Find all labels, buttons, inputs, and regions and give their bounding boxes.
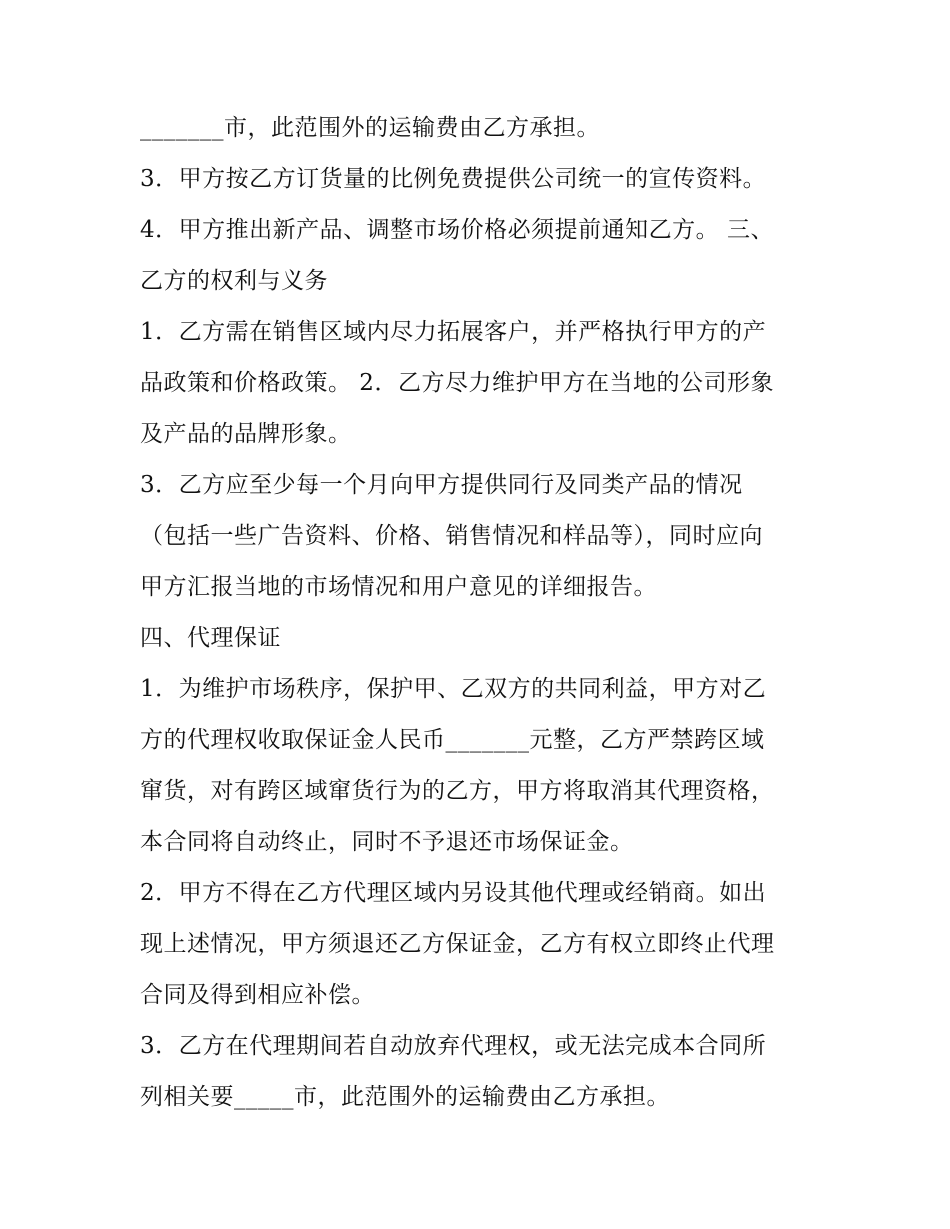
text-line: _______市，此范围外的运输费由乙方承担。: [140, 115, 600, 141]
text-line: 4．甲方推出新产品、调整市场价格必须提前通知乙方。 三、: [140, 217, 774, 243]
text-line: 1．乙方需在销售区域内尽力拓展客户，并严格执行甲方的产: [140, 319, 767, 345]
text-line: 3．乙方应至少每一个月向甲方提供同行及同类产品的情况: [140, 472, 743, 498]
section-heading-line: 四、代理保证: [140, 625, 281, 651]
text-line: （包括一些广告资料、价格、销售情况和样品等），同时应向: [140, 523, 763, 549]
text-line: 1．为维护市场秩序，保护甲、乙双方的共同利益，甲方对乙: [140, 676, 767, 702]
text-line: 3．乙方在代理期间若自动放弃代理权，或无法完成本合同所: [140, 1033, 767, 1059]
document-body: [140, 103, 820, 1123]
text-line: 方的代理权收取保证金人民币_______元整，乙方严禁跨区域: [140, 727, 765, 753]
text-line: 合同及得到相应补偿。: [140, 982, 375, 1008]
section-heading-line: 乙方的权利与义务: [140, 268, 328, 294]
text-line: 列相关要_____市，此范围外的运输费由乙方承担。: [140, 1084, 670, 1110]
text-line: 窜货，对有跨区域窜货行为的乙方，甲方将取消其代理资格，: [140, 778, 775, 804]
text-line: 甲方汇报当地的市场情况和用户意见的详细报告。: [140, 574, 657, 600]
text-line: 本合同将自动终止，同时不予退还市场保证金。: [140, 829, 634, 855]
text-line: 现上述情况，甲方须退还乙方保证金，乙方有权立即终止代理: [140, 931, 775, 957]
text-line: 品政策和价格政策。 2．乙方尽力维护甲方在当地的公司形象: [140, 370, 774, 396]
text-line: 及产品的品牌形象。: [140, 421, 352, 447]
text-line: 3．甲方按乙方订货量的比例免费提供公司统一的宣传资料。: [140, 166, 767, 192]
text-line: 2．甲方不得在乙方代理区域内另设其他代理或经销商。如出: [140, 880, 767, 906]
